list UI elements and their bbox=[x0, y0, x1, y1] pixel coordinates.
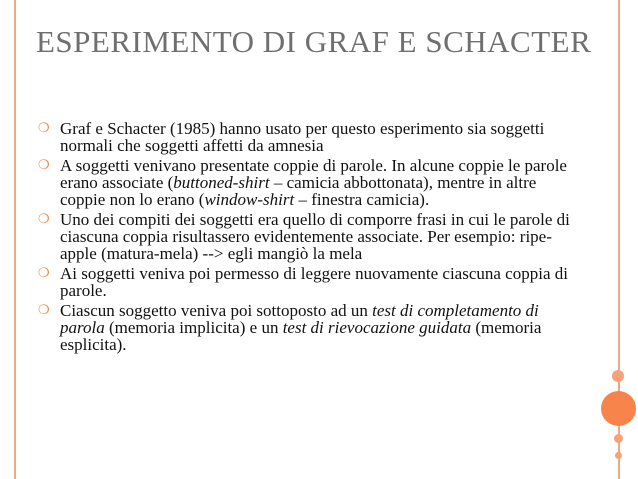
bullet-item bbox=[36, 302, 581, 353]
decorative-dot bbox=[615, 452, 622, 459]
bullet-icon: ❍ bbox=[38, 158, 50, 173]
bullet-icon: ❍ bbox=[38, 121, 50, 136]
left-border-line bbox=[14, 0, 16, 479]
bullet-text bbox=[60, 210, 570, 263]
text-run: (memoria esplicita). bbox=[60, 318, 542, 354]
text-run: (memoria implicita) e un bbox=[104, 318, 283, 337]
bullet-text bbox=[60, 119, 544, 155]
text-run: – finestra camicia). bbox=[294, 190, 430, 209]
bullet-item bbox=[36, 120, 581, 154]
bullet-text bbox=[60, 156, 567, 209]
italic-term: buttoned-shirt bbox=[173, 173, 270, 192]
italic-term: test di rievocazione guidata bbox=[282, 318, 472, 337]
bullet-icon: ❍ bbox=[38, 212, 50, 227]
slide-title: ESPERIMENTO DI GRAF E SCHACTER bbox=[36, 24, 592, 59]
bullet-icon: ❍ bbox=[38, 303, 50, 318]
text-run: Graf e Schacter (1985) hanno usato per questo esperimento sia soggetti normali che soggetti affetti da amnesia bbox=[60, 119, 545, 155]
decorative-dot bbox=[612, 370, 624, 382]
bullet-text bbox=[60, 264, 568, 300]
bullet-text bbox=[60, 301, 541, 354]
decorative-dot bbox=[614, 434, 623, 443]
text-run: Uno dei compiti dei soggetti era quello di comporre frasi in cui le parole di ciascuna coppia risultassero evidentemente associate. Per esempio: ripe-apple (matura-mela) --> egli mangiò la mela bbox=[60, 210, 570, 263]
text-run: Ciascun soggetto veniva poi sottoposto ad un bbox=[60, 301, 373, 320]
italic-term: window-shirt bbox=[204, 190, 295, 209]
bullet-item bbox=[36, 265, 581, 299]
bullet-item bbox=[36, 157, 581, 208]
bullet-item bbox=[36, 211, 581, 262]
text-run: – camicia abbottonata), mentre in altre coppie non lo erano ( bbox=[60, 173, 537, 209]
italic-term: test di completamento di parola bbox=[60, 301, 539, 337]
text-run: A soggetti venivano presentate coppie di parole. In alcune coppie le parole erano associate ( bbox=[60, 156, 567, 192]
text-run: Ai soggetti veniva poi permesso di leggere nuovamente ciascuna coppia di parole. bbox=[60, 264, 568, 300]
decorative-circle bbox=[601, 391, 636, 426]
bullet-icon: ❍ bbox=[38, 266, 50, 281]
bullet-list bbox=[36, 120, 581, 356]
